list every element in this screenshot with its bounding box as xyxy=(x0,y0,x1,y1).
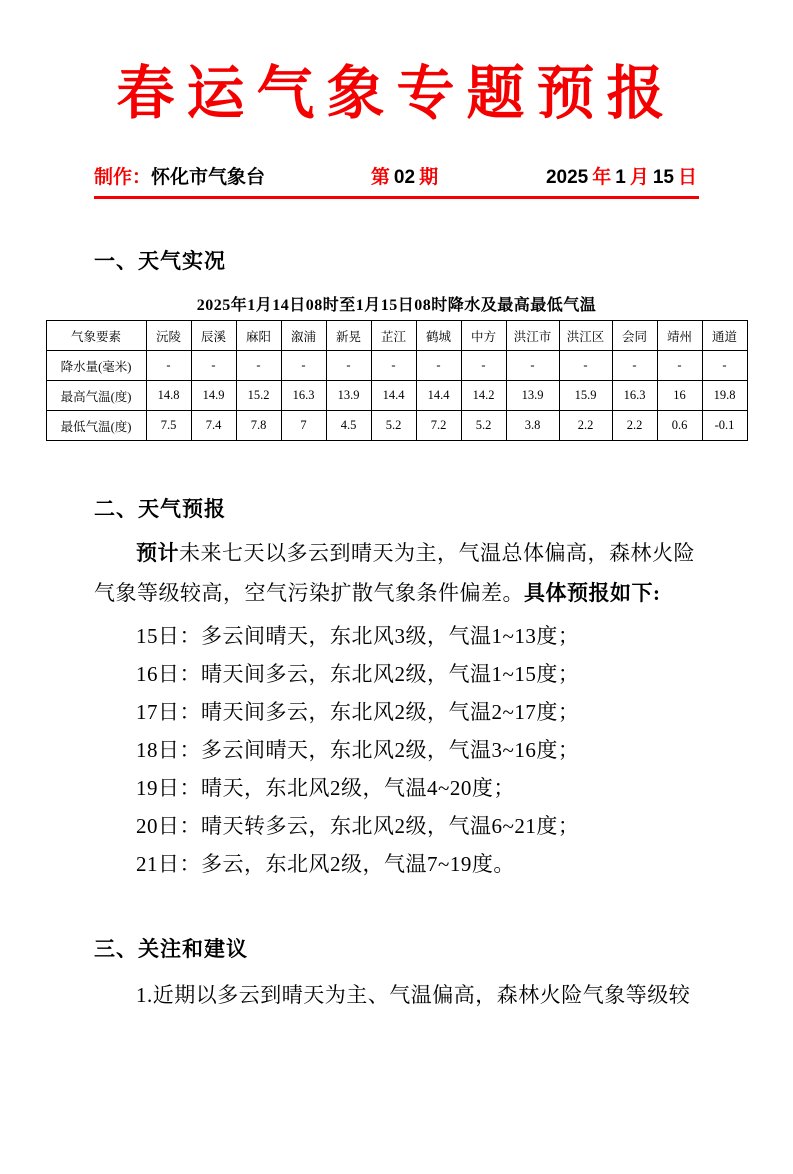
table-cell: 7.2 xyxy=(416,411,461,441)
producer-name: 怀化市气象台 xyxy=(151,167,266,189)
table-cell: 14.4 xyxy=(416,381,461,411)
table-cell: 16 xyxy=(657,381,702,411)
forecast-paragraph xyxy=(94,533,699,613)
forecast-day-21: 21日：多云，东北风2级，气温7~19度。 xyxy=(136,852,515,877)
table-row-precipitation xyxy=(46,351,747,381)
issue-no: 02 xyxy=(393,167,416,189)
table-cell: 5.2 xyxy=(371,411,416,441)
forecast-day-16: 16日：晴天间多云，东北风2级，气温1~15度； xyxy=(136,662,580,687)
document-title: 春运气象专题预报 xyxy=(116,61,677,126)
date-day-unit: 日 xyxy=(677,167,697,189)
producer-label: 制作： xyxy=(94,167,152,189)
row-label: 降水量(毫米) xyxy=(46,351,146,381)
table-header-cell: 会同 xyxy=(612,321,657,351)
table-cell: 13.9 xyxy=(326,381,371,411)
paragraph-line1-text: 未来七天以多云到晴天为主，气温总体偏高，森林火险 xyxy=(179,541,695,566)
issue-number xyxy=(369,162,440,189)
table-cell: 7 xyxy=(281,411,326,441)
table-header-cell: 溆浦 xyxy=(281,321,326,351)
date-month: 1 xyxy=(615,167,626,189)
section3-item1: 1.近期以多云到晴天为主、气温偏高，森林火险气象等级较 xyxy=(136,983,691,1008)
date-month-unit: 月 xyxy=(629,167,649,189)
table-cell: 13.9 xyxy=(506,381,559,411)
producer xyxy=(94,162,265,189)
forecast-day-15: 15日：多云间晴天，东北风3级，气温1~13度； xyxy=(136,624,580,649)
table-cell: 14.4 xyxy=(371,381,416,411)
table-cell: 4.5 xyxy=(326,411,371,441)
date-day: 15 xyxy=(652,167,674,189)
section1-heading: 一、天气实况 xyxy=(94,250,226,274)
table-header-cell: 麻阳 xyxy=(236,321,281,351)
row-label: 最高气温(度) xyxy=(46,381,146,411)
forecast-day-19: 19日：晴天，东北风2级，气温4~20度； xyxy=(136,776,515,801)
table-cell: - xyxy=(146,351,191,381)
table-cell: 2.2 xyxy=(559,411,612,441)
issue-prefix: 第 xyxy=(370,167,390,189)
table-cell: 15.9 xyxy=(559,381,612,411)
table-cell: - xyxy=(559,351,612,381)
date-year-unit: 年 xyxy=(592,167,612,189)
table-header-cell: 芷江 xyxy=(371,321,416,351)
table-cell: - xyxy=(506,351,559,381)
section2-heading: 二、天气预报 xyxy=(94,498,226,522)
table-cell: 14.8 xyxy=(146,381,191,411)
table-cell: - xyxy=(191,351,236,381)
table-cell: 14.9 xyxy=(191,381,236,411)
table-cell: - xyxy=(236,351,281,381)
table-cell: - xyxy=(461,351,506,381)
forecast-day-17: 17日：晴天间多云，东北风2级，气温2~17度； xyxy=(136,700,580,725)
table-row-max-temp xyxy=(46,381,747,411)
table-cell: 16.3 xyxy=(612,381,657,411)
table-header-cell: 新晃 xyxy=(326,321,371,351)
table-header-cell: 靖州 xyxy=(657,321,702,351)
forecast-day-20: 20日：晴天转多云，东北风2级，气温6~21度； xyxy=(136,814,580,839)
table-header-cell: 鹤城 xyxy=(416,321,461,351)
document-page xyxy=(0,52,793,1174)
daily-forecast-list xyxy=(94,617,699,883)
forecast-day-18: 18日：多云间晴天，东北风2级，气温3~16度； xyxy=(136,738,580,763)
table-cell: 2.2 xyxy=(612,411,657,441)
date-year: 2025 xyxy=(545,167,589,189)
table-cell: 15.2 xyxy=(236,381,281,411)
table-header-cell: 沅陵 xyxy=(146,321,191,351)
table-cell: - xyxy=(326,351,371,381)
table-cell: - xyxy=(371,351,416,381)
table-header-cell: 洪江区 xyxy=(559,321,612,351)
table-cell: - xyxy=(612,351,657,381)
issue-date xyxy=(544,162,699,189)
table-cell: - xyxy=(416,351,461,381)
header-divider xyxy=(94,196,699,199)
table-cell: 7.4 xyxy=(191,411,236,441)
table-cell: 0.6 xyxy=(657,411,702,441)
weather-table xyxy=(46,320,748,441)
row-label: 最低气温(度) xyxy=(46,411,146,441)
table-cell: 7.5 xyxy=(146,411,191,441)
table-header-row xyxy=(46,321,747,351)
paragraph-line2-text: 气象等级较高，空气污染扩散气象条件偏差。 xyxy=(94,581,524,606)
table-header-cell: 辰溪 xyxy=(191,321,236,351)
document-meta-row xyxy=(94,162,699,189)
table-header-cell: 通道 xyxy=(702,321,747,351)
table-cell: 14.2 xyxy=(461,381,506,411)
table-header-cell: 中方 xyxy=(461,321,506,351)
table-cell: 5.2 xyxy=(461,411,506,441)
table-header-cell: 气象要素 xyxy=(46,321,146,351)
table-row-min-temp xyxy=(46,411,747,441)
table-cell: - xyxy=(281,351,326,381)
forecast-paragraph-line1 xyxy=(94,533,699,573)
paragraph-lead-bold: 预计 xyxy=(136,541,179,566)
table-cell: - xyxy=(657,351,702,381)
table-cell: 16.3 xyxy=(281,381,326,411)
table-cell: -0.1 xyxy=(702,411,747,441)
table-cell: - xyxy=(702,351,747,381)
issue-suffix: 期 xyxy=(419,167,439,189)
table-header-cell: 洪江市 xyxy=(506,321,559,351)
forecast-paragraph-line2 xyxy=(94,573,699,613)
table-cell: 19.8 xyxy=(702,381,747,411)
table-cell: 3.8 xyxy=(506,411,559,441)
section3-heading: 三、关注和建议 xyxy=(94,938,248,962)
weather-table-title: 2025年1月14日08时至1月15日08时降水及最高最低气温 xyxy=(196,297,597,315)
table-cell: 7.8 xyxy=(236,411,281,441)
paragraph-tail-bold: 具体预报如下: xyxy=(524,581,661,606)
